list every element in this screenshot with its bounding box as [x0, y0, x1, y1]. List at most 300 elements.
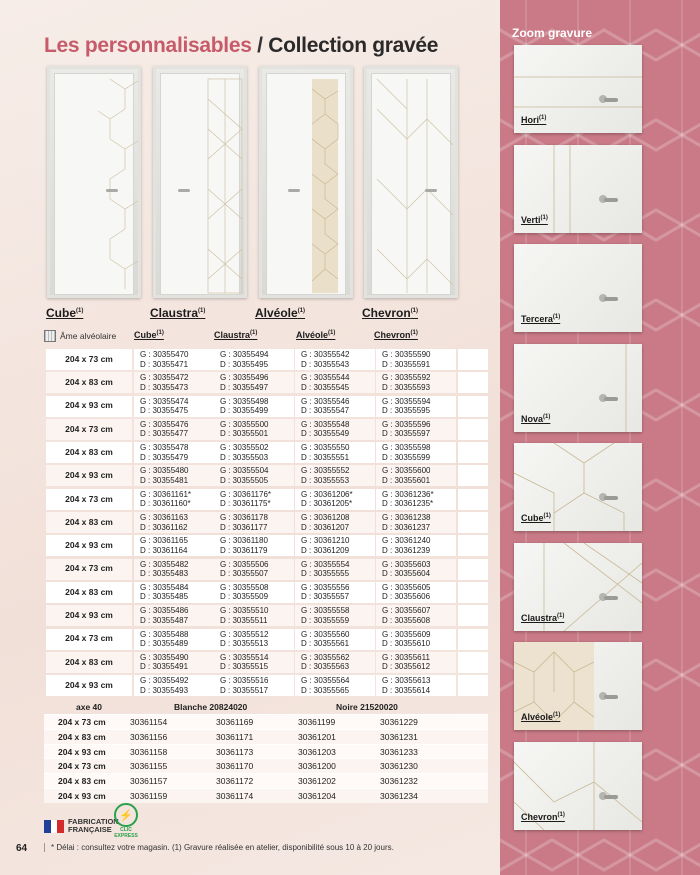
right-hand-ref: D : 30361162 — [140, 522, 188, 532]
reference-cell — [376, 535, 456, 556]
reference-cell: 30361234 — [380, 790, 418, 801]
table-row — [44, 441, 488, 464]
left-hand-ref: G : 30355544 — [301, 373, 350, 383]
table-row — [44, 488, 488, 511]
right-hand-ref: D : 30361164 — [140, 545, 188, 555]
reference-cell: 30361159 — [130, 790, 168, 801]
reference-cell: 30361170 — [216, 761, 254, 772]
clic-express-icon: ⚡ — [114, 803, 138, 827]
reference-cell — [214, 535, 294, 556]
reference-cell — [214, 629, 294, 650]
reference-cell — [376, 372, 456, 393]
door-handle-icon — [604, 198, 618, 202]
reference-cell: 30361231 — [380, 731, 418, 742]
left-hand-ref: G : 30361180 — [220, 536, 268, 546]
left-hand-ref: G : 30355596 — [382, 419, 431, 429]
reference-cell — [376, 465, 456, 486]
reference-cell — [134, 396, 214, 417]
reference-cell: 30361233 — [380, 746, 418, 757]
right-hand-ref: D : 30355471 — [140, 359, 189, 369]
left-hand-ref: G : 30355506 — [220, 559, 269, 569]
reference-cell — [376, 675, 456, 696]
right-hand-ref: D : 30355599 — [382, 452, 431, 462]
right-hand-ref: D : 30355545 — [301, 382, 350, 392]
reference-cell — [295, 372, 375, 393]
left-hand-ref: G : 30355600 — [382, 466, 431, 476]
left-hand-ref: G : 30355550 — [301, 443, 350, 453]
zoom-card-chevron — [514, 742, 642, 830]
left-hand-ref: G : 30355476 — [140, 419, 189, 429]
left-hand-ref: G : 30355607 — [382, 606, 431, 616]
clic-express-label: CLIC EXPRESS — [114, 827, 138, 839]
reference-cell — [134, 489, 214, 510]
left-hand-ref: G : 30355611 — [382, 652, 430, 662]
reference-table-axe40 — [44, 714, 488, 803]
right-hand-ref: D : 30355555 — [301, 569, 350, 579]
reference-cell — [214, 489, 294, 510]
door-photo-alveole — [259, 66, 353, 298]
reference-cell: 30361155 — [130, 761, 168, 772]
zoom-card-label: Nova$^{(1)}$ — [521, 413, 551, 424]
zoom-card-alveole — [514, 642, 642, 730]
left-hand-ref: G : 30361240 — [382, 536, 431, 546]
left-hand-ref: G : 30355486 — [140, 606, 189, 616]
right-hand-ref: D : 30361205* — [301, 499, 353, 509]
size-cell: 204 x 93 cm — [46, 675, 132, 696]
left-hand-ref: G : 30355494 — [220, 350, 269, 359]
size-cell: 204 x 93 cm — [46, 605, 132, 626]
reference-cell — [295, 652, 375, 673]
reference-cell — [134, 582, 214, 603]
reference-cell — [134, 442, 214, 463]
left-hand-ref: G : 30355472 — [140, 373, 189, 383]
right-hand-ref: D : 30361207 — [301, 522, 350, 532]
reference-cell: 30361157 — [130, 776, 168, 787]
right-hand-ref: D : 30355549 — [301, 429, 350, 439]
reference-cell — [376, 629, 456, 650]
size-cell: 204 x 83 cm — [46, 442, 132, 463]
left-hand-ref: G : 30355488 — [140, 629, 189, 639]
axe-section-header — [44, 702, 488, 714]
table-row — [44, 464, 488, 487]
reference-cell — [214, 512, 294, 533]
reference-cell — [134, 512, 214, 533]
reference-cell — [214, 605, 294, 626]
reference-cell — [295, 349, 375, 370]
door-handle-icon — [604, 695, 618, 699]
right-hand-ref: D : 30355612 — [382, 662, 431, 672]
reference-cell — [214, 582, 294, 603]
reference-cell: 30361172 — [216, 776, 254, 787]
reference-cell: 30361174 — [216, 790, 254, 801]
door-photo-chevron — [364, 66, 458, 298]
reference-cell — [376, 512, 456, 533]
left-hand-ref: G : 30355554 — [301, 559, 350, 569]
left-hand-ref: G : 30355514 — [220, 652, 269, 662]
zoom-card-label: Tercera$^{(1)}$ — [521, 314, 561, 324]
right-hand-ref: D : 30355499 — [220, 406, 269, 416]
left-hand-ref: G : 30355508 — [220, 582, 269, 592]
right-hand-ref: D : 30355493 — [140, 685, 189, 695]
right-hand-ref: D : 30355497 — [220, 382, 269, 392]
reference-cell — [376, 349, 456, 370]
table-row — [44, 758, 488, 773]
right-hand-ref: D : 30355547 — [301, 406, 350, 416]
right-hand-ref: D : 30355475 — [140, 406, 189, 416]
french-flag-icon — [44, 820, 64, 833]
cube-engraving-pattern — [50, 69, 144, 301]
empty-cell — [458, 535, 488, 556]
right-hand-ref: D : 30361239 — [382, 545, 431, 555]
left-hand-ref: G : 30355546 — [301, 396, 350, 406]
left-hand-ref: G : 30355478 — [140, 443, 189, 453]
zoom-card-label: Cube$^{(1)}$ — [521, 513, 551, 523]
right-hand-ref: D : 30355481 — [140, 475, 189, 485]
claustra-engraving-pattern — [156, 69, 250, 301]
zoom-card-verti — [514, 145, 642, 233]
left-hand-ref: G : 30355498 — [220, 396, 269, 406]
reference-cell — [295, 535, 375, 556]
left-hand-ref: G : 30355500 — [220, 419, 269, 429]
size-cell: 204 x 83 cm — [46, 372, 132, 393]
column-header-claustra: Claustra$^{(1)}$ — [214, 330, 258, 340]
noire-label: Noire 21520020 — [336, 702, 398, 712]
table-row — [44, 534, 488, 557]
reference-cell — [295, 465, 375, 486]
reference-cell: 30361201 — [298, 731, 336, 742]
zoom-card-label: Verti$^{(1)}$ — [521, 214, 548, 225]
right-hand-ref: D : 30355543 — [301, 359, 350, 369]
reference-cell — [134, 535, 214, 556]
reference-cell — [295, 605, 375, 626]
left-hand-ref: G : 30355548 — [301, 419, 350, 429]
right-hand-ref: D : 30355517 — [220, 685, 269, 695]
left-hand-ref: G : 30355562 — [301, 652, 350, 662]
reference-cell — [376, 489, 456, 510]
footnote: * Délai : consultez votre magasin. (1) Gravure réalisée en atelier, disponibilité sous 10 à 20 jours. — [44, 843, 394, 852]
table-row — [44, 674, 488, 697]
door-label-cube: Cube$^{(1)}$ — [46, 306, 84, 320]
right-hand-ref: D : 30355557 — [301, 592, 350, 602]
column-header-cube: Cube$^{(1)}$ — [134, 330, 164, 340]
left-hand-ref: G : 30355558 — [301, 606, 350, 616]
empty-cell — [458, 605, 488, 626]
left-hand-ref: G : 30355474 — [140, 396, 189, 406]
reference-cell — [214, 372, 294, 393]
size-cell: 204 x 83 cm — [46, 582, 132, 603]
table-row — [44, 651, 488, 674]
size-cell: 204 x 83 cm — [58, 776, 106, 787]
right-hand-ref: D : 30361175* — [220, 499, 271, 509]
right-hand-ref: D : 30361179 — [220, 545, 268, 555]
empty-cell — [458, 372, 488, 393]
empty-cell — [458, 629, 488, 650]
left-hand-ref: G : 30361161* — [140, 489, 192, 499]
door-handle-icon — [604, 795, 618, 799]
reference-cell: 30361202 — [298, 776, 336, 787]
left-hand-ref: G : 30355516 — [220, 676, 269, 686]
reference-cell: 30361229 — [380, 717, 418, 727]
size-cell: 204 x 93 cm — [58, 746, 106, 757]
reference-cell — [376, 396, 456, 417]
reference-cell — [134, 629, 214, 650]
reference-cell — [214, 675, 294, 696]
reference-cell — [376, 605, 456, 626]
fabrication-francaise-badge: FABRICATION FRANÇAISE — [44, 818, 119, 834]
right-hand-ref: D : 30355553 — [301, 475, 350, 485]
size-cell: 204 x 93 cm — [46, 535, 132, 556]
right-hand-ref: D : 30355593 — [382, 382, 431, 392]
reference-cell — [376, 442, 456, 463]
empty-cell — [458, 652, 488, 673]
table-row — [44, 628, 488, 651]
left-hand-ref: G : 30355564 — [301, 676, 350, 686]
column-header-alveole: Alvéole$^{(1)}$ — [296, 330, 336, 340]
right-hand-ref: D : 30355551 — [301, 452, 350, 462]
reference-cell: 30361200 — [298, 761, 336, 772]
empty-cell — [458, 465, 488, 486]
table-row — [44, 714, 488, 729]
right-hand-ref: D : 30361235* — [382, 499, 434, 509]
left-hand-ref: G : 30355482 — [140, 559, 189, 569]
size-cell: 204 x 83 cm — [58, 731, 106, 742]
reference-cell — [295, 442, 375, 463]
left-hand-ref: G : 30355556 — [301, 582, 350, 592]
left-hand-ref: G : 30361238 — [382, 513, 431, 523]
right-hand-ref: D : 30355501 — [220, 429, 269, 439]
reference-cell — [295, 629, 375, 650]
right-hand-ref: D : 30355503 — [220, 452, 269, 462]
reference-cell — [214, 652, 294, 673]
left-hand-ref: G : 30355496 — [220, 373, 269, 383]
chevron-engraving-pattern — [367, 69, 461, 301]
left-hand-ref: G : 30355484 — [140, 582, 189, 592]
empty-cell — [458, 489, 488, 510]
left-hand-ref: G : 30355594 — [382, 396, 431, 406]
page-number: 64 — [16, 843, 28, 854]
empty-cell — [458, 396, 488, 417]
column-header-chevron: Chevron$^{(1)}$ — [374, 330, 418, 340]
zoom-card-label: Hori$^{(1)}$ — [521, 115, 547, 125]
right-hand-ref: D : 30355513 — [220, 639, 269, 649]
table-row — [44, 371, 488, 394]
left-hand-ref: G : 30355480 — [140, 466, 189, 476]
right-hand-ref: D : 30355489 — [140, 639, 189, 649]
right-hand-ref: D : 30355479 — [140, 452, 189, 462]
empty-cell — [458, 419, 488, 440]
reference-cell — [376, 582, 456, 603]
right-hand-ref: D : 30355559 — [301, 615, 350, 625]
reference-cell — [134, 419, 214, 440]
left-hand-ref: G : 30355492 — [140, 676, 189, 686]
table-row — [44, 604, 488, 627]
door-label-chevron: Chevron$^{(1)}$ — [362, 306, 419, 320]
right-hand-ref: D : 30355595 — [382, 406, 431, 416]
reference-cell: 30361154 — [130, 717, 168, 727]
left-hand-ref: G : 30355542 — [301, 350, 350, 359]
left-hand-ref: G : 30355502 — [220, 443, 269, 453]
door-handle-icon — [604, 98, 618, 102]
right-hand-ref: D : 30355495 — [220, 359, 269, 369]
right-hand-ref: D : 30355477 — [140, 429, 189, 439]
right-hand-ref: D : 30355561 — [301, 639, 350, 649]
right-hand-ref: D : 30355608 — [382, 615, 431, 625]
size-cell: 204 x 73 cm — [46, 489, 132, 510]
zoom-card-label: Chevron$^{(1)}$ — [521, 811, 565, 822]
reference-cell — [134, 675, 214, 696]
reference-cell — [134, 465, 214, 486]
left-hand-ref: G : 30361165 — [140, 536, 188, 546]
door-handle-icon — [604, 297, 618, 301]
reference-cell: 30361203 — [298, 746, 336, 757]
reference-cell — [214, 396, 294, 417]
reference-cell — [134, 605, 214, 626]
zoom-card-hori — [514, 45, 642, 133]
door-label-claustra: Claustra$^{(1)}$ — [150, 306, 206, 320]
left-hand-ref: G : 30355592 — [382, 373, 431, 383]
left-hand-ref: G : 30361206* — [301, 489, 353, 499]
right-hand-ref: D : 30355491 — [140, 662, 189, 672]
reference-cell — [134, 372, 214, 393]
size-cell: 204 x 73 cm — [46, 419, 132, 440]
empty-cell — [458, 559, 488, 580]
right-hand-ref: D : 30355485 — [140, 592, 189, 602]
left-hand-ref: G : 30361210 — [301, 536, 350, 546]
right-hand-ref: D : 30355610 — [382, 639, 431, 649]
table-row — [44, 395, 488, 418]
left-hand-ref: G : 30361236* — [382, 489, 434, 499]
left-hand-ref: G : 30355512 — [220, 629, 269, 639]
left-hand-ref: G : 30355598 — [382, 443, 431, 453]
left-hand-ref: G : 30355560 — [301, 629, 350, 639]
left-hand-ref: G : 30355609 — [382, 629, 431, 639]
table-row — [44, 788, 488, 803]
left-hand-ref: G : 30355510 — [220, 606, 269, 616]
right-hand-ref: D : 30355505 — [220, 475, 269, 485]
left-hand-ref: G : 30355504 — [220, 466, 269, 476]
right-hand-ref: D : 30355597 — [382, 429, 431, 439]
door-handle-icon — [604, 496, 618, 500]
table-row — [44, 418, 488, 441]
door-label-alveole: Alvéole$^{(1)}$ — [255, 306, 306, 320]
right-hand-ref: D : 30355511 — [220, 615, 268, 625]
reference-cell — [134, 559, 214, 580]
left-hand-ref: G : 30361163 — [140, 513, 188, 523]
right-hand-ref: D : 30355606 — [382, 592, 431, 602]
size-cell: 204 x 83 cm — [46, 652, 132, 673]
reference-cell — [134, 652, 214, 673]
left-hand-ref: G : 30355603 — [382, 559, 431, 569]
size-cell: 204 x 83 cm — [46, 512, 132, 533]
page-title: Les personnalisables / Collection gravée — [44, 34, 439, 57]
empty-cell — [458, 349, 488, 370]
reference-cell: 30361199 — [298, 717, 336, 727]
table-row — [44, 773, 488, 788]
right-hand-ref: D : 30361160* — [140, 499, 191, 509]
alveole-engraving-pattern — [262, 69, 356, 301]
size-cell: 204 x 93 cm — [46, 465, 132, 486]
reference-cell: 30361204 — [298, 790, 336, 801]
reference-cell — [214, 465, 294, 486]
honeycomb-core-icon — [44, 330, 56, 342]
size-cell: 204 x 73 cm — [58, 761, 106, 772]
left-hand-ref: G : 30355613 — [382, 676, 431, 686]
size-cell: 204 x 93 cm — [58, 790, 106, 801]
door-handle-icon — [604, 397, 618, 401]
right-hand-ref: D : 30355473 — [140, 382, 189, 392]
table-row — [44, 511, 488, 534]
reference-cell: 30361156 — [130, 731, 168, 742]
reference-cell — [134, 349, 214, 370]
empty-cell — [458, 442, 488, 463]
right-hand-ref: D : 30361209 — [301, 545, 350, 555]
size-cell: 204 x 73 cm — [46, 629, 132, 650]
door-handle-icon — [604, 596, 618, 600]
door-photo-cube — [47, 66, 141, 298]
left-hand-ref: G : 30355605 — [382, 582, 431, 592]
size-cell: 204 x 93 cm — [46, 396, 132, 417]
reference-cell — [295, 512, 375, 533]
size-cell: 204 x 73 cm — [46, 349, 132, 370]
reference-cell — [295, 582, 375, 603]
zoom-card-tercera — [514, 244, 642, 332]
door-photo-claustra — [153, 66, 247, 298]
table-row — [44, 558, 488, 581]
left-hand-ref: G : 30361178 — [220, 513, 268, 523]
reference-cell — [295, 419, 375, 440]
size-cell: 204 x 73 cm — [46, 559, 132, 580]
reference-cell: 30361230 — [380, 761, 418, 772]
right-hand-ref: D : 30355601 — [382, 475, 431, 485]
left-hand-ref: G : 30355552 — [301, 466, 350, 476]
zoom-card-label: Claustra$^{(1)}$ — [521, 612, 565, 623]
reference-cell — [214, 559, 294, 580]
right-hand-ref: D : 30361237 — [382, 522, 431, 532]
right-hand-ref: D : 30355487 — [140, 615, 189, 625]
zoom-title: Zoom gravure — [512, 26, 593, 40]
size-cell: 204 x 73 cm — [58, 717, 106, 727]
reference-cell — [214, 419, 294, 440]
reference-cell — [214, 349, 294, 370]
blanche-label: Blanche 20824020 — [174, 702, 248, 712]
empty-cell — [458, 512, 488, 533]
zoom-card-claustra — [514, 543, 642, 631]
axe-label: axe 40 — [76, 702, 102, 712]
right-hand-ref: D : 30355507 — [220, 569, 269, 579]
reference-table — [44, 348, 488, 697]
reference-cell — [376, 652, 456, 673]
reference-cell: 30361158 — [130, 746, 168, 757]
reference-cell: 30361169 — [216, 717, 254, 727]
right-hand-ref: D : 30355614 — [382, 685, 431, 695]
right-hand-ref: D : 30355509 — [220, 592, 269, 602]
left-hand-ref: G : 30355590 — [382, 350, 431, 359]
table-row — [44, 581, 488, 604]
right-hand-ref: D : 30355591 — [382, 359, 431, 369]
reference-cell — [295, 675, 375, 696]
right-hand-ref: D : 30355483 — [140, 569, 189, 579]
table-header — [44, 330, 488, 344]
reference-cell — [214, 442, 294, 463]
reference-cell — [295, 489, 375, 510]
left-hand-ref: G : 30361208 — [301, 513, 350, 523]
left-hand-ref: G : 30355490 — [140, 652, 189, 662]
left-hand-ref: G : 30355470 — [140, 350, 189, 359]
empty-cell — [458, 582, 488, 603]
ame-alveolaire-label: Âme alvéolaire — [44, 330, 116, 342]
zoom-card-cube — [514, 443, 642, 531]
empty-cell — [458, 675, 488, 696]
